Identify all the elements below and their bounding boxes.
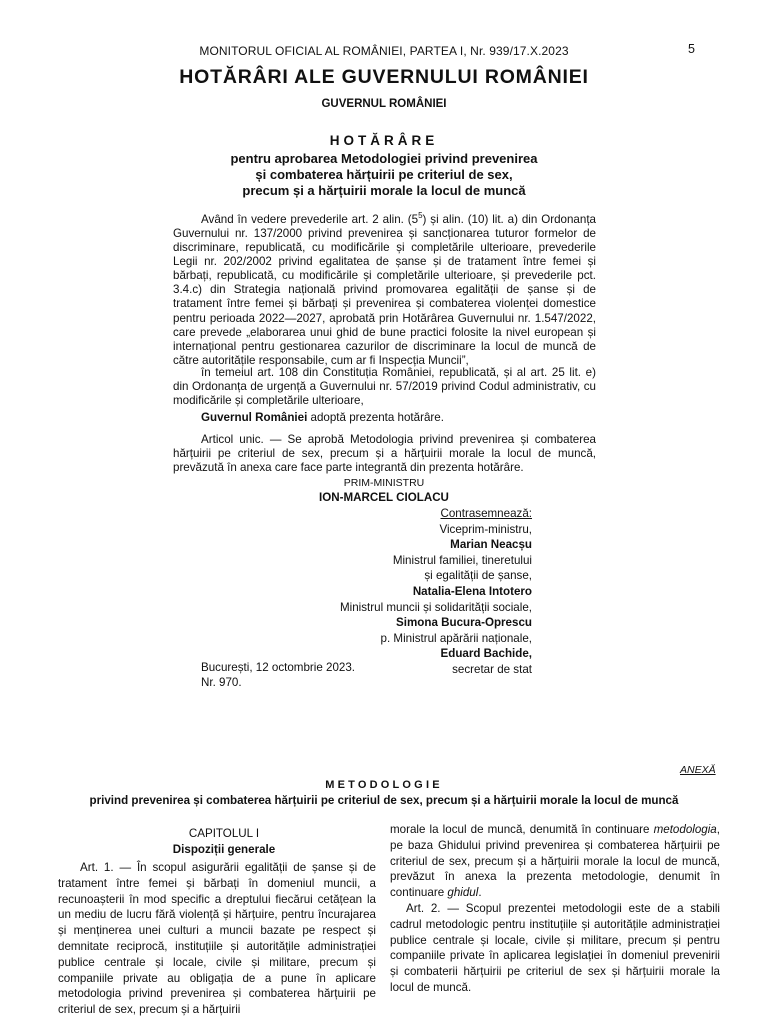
decision-heading: HOTĂRÂRE bbox=[329, 133, 439, 148]
countersigner-name: Marian Neacșu bbox=[450, 538, 532, 552]
countersigner-role: Ministrul familiei, tineretului bbox=[392, 553, 532, 567]
methodology-subtitle: privind prevenirea și combaterea hărțuirii pe criteriul de sex, precum și a hărțuirii morale la locul de muncă bbox=[89, 794, 679, 807]
decision-subtitle-line: pentru aprobarea Metodologiei privind prevenirea bbox=[230, 151, 538, 166]
issuer: GUVERNUL ROMÂNIEI bbox=[321, 98, 447, 110]
annex-label: ANEXĂ bbox=[680, 764, 716, 776]
preamble-paragraph-1: Având în vedere prevederile art. 2 alin. $(5^5)$ și alin. (10) lit. a) din Ordonanța Guvernului nr. 137/2000 privind prevenirea și sancționarea tuturor formelor de discriminare, republicată, cu modificările și completările ulterioare, prevederile Legii nr. 202/2002 privind egalitatea de șanse și de tratament între femei și bărbați, republicată, cu modificările și completările ulterioare, și prevederile pct. 3.4.c) din Strategia națională privind promovarea egalității de șanse și de tratament între femei și bărbați și prevenirea și combaterea violenței domestice pentru perioada 2022—2027, aprobată prin Hotărârea Guvernului nr. 1.547/2022, care prevede „elaborarea unui ghid de bune practici folosite la nivel european și internațional pentru gestionarea cazurilor de discriminare la locul de muncă de către autoritățile responsabile, cum ar fi Inspecția Muncii”, bbox=[173, 211, 596, 367]
decision-subtitle-line: și combaterea hărțuirii pe criteriul de sex, bbox=[255, 167, 513, 182]
chapter-title: Dispoziții generale bbox=[172, 843, 276, 856]
place-and-date: București, 12 octombrie 2023. bbox=[201, 661, 356, 674]
adoption-clause: Guvernul României adoptă prezenta hotărâre. bbox=[201, 411, 444, 424]
methodology-title: METODOLOGIE bbox=[325, 779, 443, 791]
decision-subtitle bbox=[0, 151, 768, 199]
article-1-continuation: morale la locul de muncă, denumită în continuare metodologia, pe baza Ghidului privind prevenirea și combaterea hărțuirii pe criteriul de sex, precum și a hărțuirii morale la locul de muncă, prevăzut în anexa la prezenta metodologie, denumit în continuare ghidul. bbox=[390, 823, 720, 900]
prime-minister-role: PRIM-MINISTRU bbox=[343, 477, 425, 489]
countersigner-role: Ministrul muncii și solidarității sociale, bbox=[340, 600, 532, 614]
countersigner-role: Viceprim-ministru, bbox=[439, 522, 532, 536]
article-unic: Articol unic. — Se aprobă Metodologia privind prevenirea și combaterea hărțuirii pe criteriul de sex, precum și a hărțuirii morale la locul de muncă, prevăzută în anexa care face parte integrantă din prezenta hotărâre. bbox=[173, 433, 596, 475]
article-2: Art. 2. — Scopul prezentei metodologii este de a stabili cadrul metodologic pentru instituțiile și autoritățile administrației publice centrale și locale, civile și militare, precum și pentru companiile private în aplicarea legislației în domeniul prevenirii și combaterii hărțuirii pe criteriul de sex și hărțuirii morale la locul de muncă. bbox=[390, 901, 720, 994]
decision-number: Nr. 970. bbox=[201, 676, 242, 690]
superscript: 5 bbox=[418, 211, 423, 220]
countersigner-name: Simona Bucura-Oprescu bbox=[396, 616, 532, 630]
countersignatures bbox=[332, 506, 532, 678]
countersigner-role: p. Ministrul apărării naționale, bbox=[380, 631, 532, 645]
decision-subtitle-line: precum și a hărțuirii morale la locul de muncă bbox=[242, 183, 526, 198]
prime-minister-name: ION-MARCEL CIOLACU bbox=[319, 491, 449, 504]
countersigner-role: și egalității de șanse, bbox=[424, 569, 532, 583]
running-header: MONITORUL OFICIAL AL ROMÂNIEI, PARTEA I, Nr. 939/17.X.2023 bbox=[199, 44, 569, 58]
article-1-left: Art. 1. — În scopul asigurării egalității de șanse și de tratament între femei și bărbați în domeniul muncii, a recunoașterii în mod specific a dreptului fiecărui cetățean la un mediu de lucru fără violență și hărțuire, pentru încurajarea și menținerea unei culturi a muncii bazate pe respect și demnitate reciprocă, instituțiile și autoritățile administrației publice centrale și locale, civile și militare, precum și companiile private au obligația de a pune în aplicare metodologia privind prevenirea și combaterea hărțuirii pe criteriul de sex, precum și a hărțuirii bbox=[58, 861, 376, 1017]
countersigner-name: Eduard Bachide, bbox=[440, 647, 532, 661]
section-title: HOTĂRÂRI ALE GUVERNULUI ROMÂNIEI bbox=[179, 66, 589, 88]
place-date bbox=[201, 660, 355, 691]
chapter-number: CAPITOLUL I bbox=[188, 827, 260, 840]
countersigner-name: Natalia-Elena Intotero bbox=[412, 584, 532, 598]
page-number: 5 bbox=[688, 42, 695, 56]
countersigner-title: secretar de stat bbox=[452, 662, 532, 676]
right-column bbox=[390, 822, 720, 996]
countersign-label: Contrasemnează: bbox=[440, 507, 532, 520]
preamble-paragraph-2: în temeiul art. 108 din Constituția României, republicată, și al art. 25 lit. e) din Ordonanța de urgență a Guvernului nr. 57/2019 privind Codul administrativ, cu modificările și completările ulterioare, bbox=[173, 366, 596, 408]
